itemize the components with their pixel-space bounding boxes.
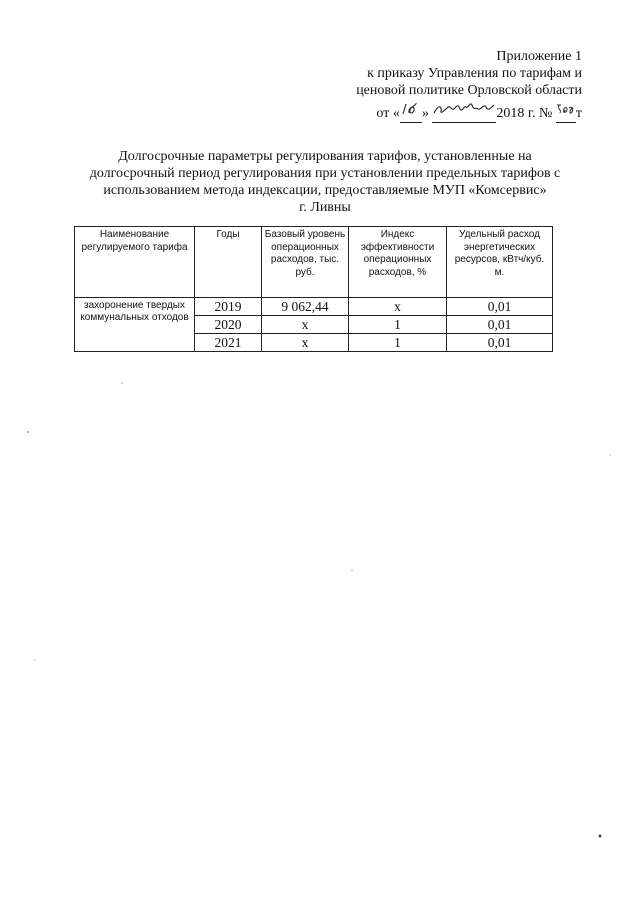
efficiency-index-cell: 1 bbox=[349, 316, 447, 334]
energy-consumption-cell: 0,01 bbox=[447, 334, 553, 352]
title-line-2: долгосрочный период регулирования при установлении предельных тарифов с bbox=[89, 166, 561, 181]
efficiency-index-cell: 1 bbox=[349, 334, 447, 352]
title-line-1: Долгосрочные параметры регулирования тарифов, установленные на bbox=[118, 149, 532, 164]
header-energy-consumption: Удельный расход энергетических ресурсов, кВтч/куб. м. bbox=[447, 227, 553, 298]
header-base-opex: Базовый уровень операционных расходов, тыс. руб. bbox=[262, 227, 349, 298]
base-opex-cell: х bbox=[262, 316, 349, 334]
year-cell: 2021 bbox=[195, 334, 262, 352]
title-line-4: г. Ливны bbox=[299, 200, 351, 215]
date-prefix: от « bbox=[376, 106, 400, 121]
energy-consumption-cell: 0,01 bbox=[447, 298, 553, 316]
appendix-title: Приложение 1 bbox=[496, 49, 582, 64]
date-year: 2018 г. № bbox=[496, 106, 553, 121]
date-mid: » bbox=[421, 106, 429, 121]
header-years: Годы bbox=[195, 227, 262, 298]
header-efficiency-index: Индекс эффективности операционных расходов, % bbox=[349, 227, 447, 298]
order-suffix: т bbox=[575, 106, 582, 121]
header-tariff-name: Наименование регулируемого тарифа bbox=[75, 227, 195, 298]
efficiency-index-cell: х bbox=[349, 298, 447, 316]
tariff-name-cell: захоронение твердых коммунальных отходов bbox=[75, 298, 195, 352]
base-opex-cell: х bbox=[262, 334, 349, 352]
year-cell: 2020 bbox=[195, 316, 262, 334]
year-cell: 2019 bbox=[195, 298, 262, 316]
title-line-3: использованием метода индексации, предоставляемые МУП «Комсервис» bbox=[103, 183, 547, 198]
base-opex-cell: 9 062,44 bbox=[262, 298, 349, 316]
energy-consumption-cell: 0,01 bbox=[447, 316, 553, 334]
appendix-order-ref: к приказу Управления по тарифам и bbox=[367, 66, 582, 81]
appendix-authority: ценовой политике Орловской области bbox=[356, 83, 582, 98]
